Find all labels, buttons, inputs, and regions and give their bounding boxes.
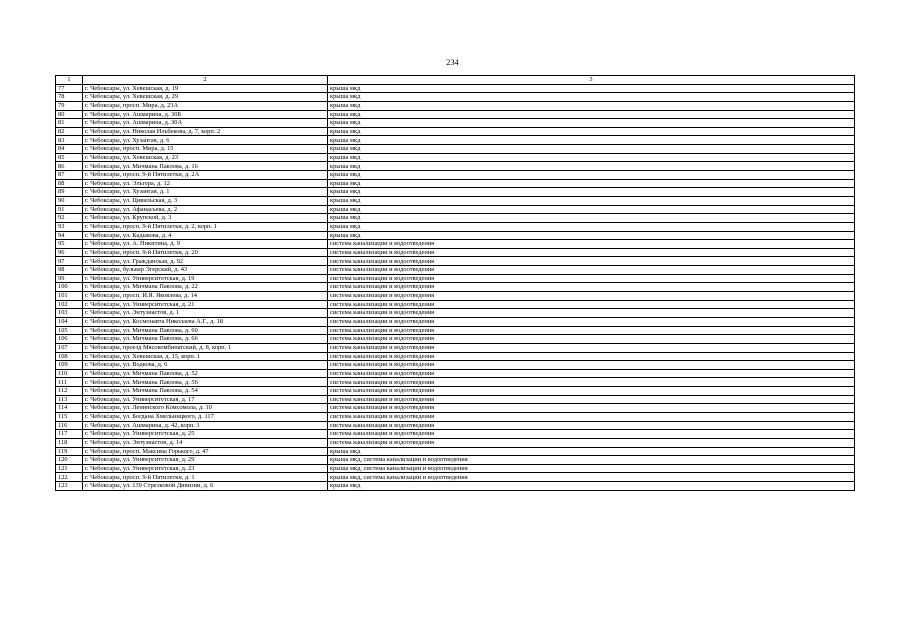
row-number: 114 xyxy=(56,404,83,413)
row-address: г. Чебоксары, ул. Кадыкова, д. 4 xyxy=(83,231,328,240)
table-row xyxy=(56,387,855,396)
row-address: г. Чебоксары, ул. Мичмана Павлова, д. 52 xyxy=(83,369,328,378)
row-number: 115 xyxy=(56,412,83,421)
row-number: 120 xyxy=(56,456,83,465)
row-number: 85 xyxy=(56,153,83,162)
row-object: крыша мкд xyxy=(328,153,855,162)
row-number: 89 xyxy=(56,188,83,197)
header-col-1: 1 xyxy=(56,76,83,85)
row-object: система канализации и водоотведения xyxy=(328,438,855,447)
row-address: г. Чебоксары, ул. Мичмана Павлова, д. 66 xyxy=(83,335,328,344)
row-address: г. Чебоксары, просп. 9-й Пятилетки, д. 2, корп. 1 xyxy=(83,222,328,231)
row-object: крыша мкд xyxy=(328,188,855,197)
row-address: г. Чебоксары, ул. 139 Стрелковой Дивизии, д. 6 xyxy=(83,482,328,491)
row-address: г. Чебоксары, ул. Николая Ильбекова, д. 7, корп. 2 xyxy=(83,127,328,136)
row-number: 101 xyxy=(56,292,83,301)
row-object: крыша мкд xyxy=(328,205,855,214)
row-number: 105 xyxy=(56,326,83,335)
row-object: система канализации и водоотведения xyxy=(328,343,855,352)
objects-table xyxy=(55,75,855,491)
table-row xyxy=(56,222,855,231)
row-object: система канализации и водоотведения xyxy=(328,283,855,292)
row-object: крыша мкд xyxy=(328,214,855,223)
row-object: крыша мкд xyxy=(328,127,855,136)
row-object: система канализации и водоотведения xyxy=(328,421,855,430)
row-object: крыша мкд xyxy=(328,179,855,188)
page-number: 234 xyxy=(446,57,459,67)
row-object: крыша мкд xyxy=(328,93,855,102)
row-address: г. Чебоксары, ул. Ленинского Комсомола, д. 10 xyxy=(83,404,328,413)
table-row xyxy=(56,171,855,180)
table-row xyxy=(56,274,855,283)
table-row xyxy=(56,110,855,119)
row-number: 117 xyxy=(56,430,83,439)
row-number: 82 xyxy=(56,127,83,136)
row-address: г. Чебоксары, просп. Максима Горького, д. 47 xyxy=(83,447,328,456)
row-number: 110 xyxy=(56,369,83,378)
row-object: система канализации и водоотведения xyxy=(328,361,855,370)
row-number: 84 xyxy=(56,145,83,154)
table-row xyxy=(56,309,855,318)
row-address: г. Чебоксары, просп. И.Я. Яковлева, д. 14 xyxy=(83,292,328,301)
row-address: г. Чебоксары, ул. Эльгера, д. 12 xyxy=(83,179,328,188)
row-object: система канализации и водоотведения xyxy=(328,240,855,249)
table-row xyxy=(56,101,855,110)
row-object: крыша мкд xyxy=(328,231,855,240)
row-object: крыша мкд xyxy=(328,171,855,180)
row-address: г. Чебоксары, просп. 9-й Пятилетки, д. 1 xyxy=(83,473,328,482)
row-number: 113 xyxy=(56,395,83,404)
row-number: 96 xyxy=(56,248,83,257)
row-number: 118 xyxy=(56,438,83,447)
table-row xyxy=(56,84,855,93)
row-address: г. Чебоксары, ул. Цивильская, д. 3 xyxy=(83,196,328,205)
row-object: крыша мкд xyxy=(328,119,855,128)
row-number: 123 xyxy=(56,482,83,491)
table-row xyxy=(56,412,855,421)
row-object: система канализации и водоотведения xyxy=(328,335,855,344)
row-object: система канализации и водоотведения xyxy=(328,266,855,275)
row-number: 80 xyxy=(56,110,83,119)
row-object: крыша мкд xyxy=(328,84,855,93)
row-address: г. Чебоксары, ул. Университетская, д. 19 xyxy=(83,274,328,283)
table-row xyxy=(56,421,855,430)
row-number: 109 xyxy=(56,361,83,370)
row-object: система канализации и водоотведения xyxy=(328,326,855,335)
table-row xyxy=(56,343,855,352)
table-row xyxy=(56,248,855,257)
row-address: г. Чебоксары, ул. Мичмана Павлова, д. 56 xyxy=(83,378,328,387)
table-row xyxy=(56,395,855,404)
row-object: система канализации и водоотведения xyxy=(328,248,855,257)
row-number: 94 xyxy=(56,231,83,240)
header-col-3: 3 xyxy=(328,76,855,85)
row-address: г. Чебоксары, просп. 9-й Пятилетки, д. 2А xyxy=(83,171,328,180)
row-address: г. Чебоксары, ул. Энтузиастов, д. 14 xyxy=(83,438,328,447)
table-row xyxy=(56,145,855,154)
row-object: система канализации и водоотведения xyxy=(328,412,855,421)
row-object: крыша мкд xyxy=(328,482,855,491)
row-object: крыша мкд xyxy=(328,162,855,171)
row-address: г. Чебоксары, ул. Хевешская, д. 15, корп. 1 xyxy=(83,352,328,361)
row-address: г. Чебоксары, просп. Мира, д. 23А xyxy=(83,101,328,110)
row-address: г. Чебоксары, ул. А. Никитина, д. 9 xyxy=(83,240,328,249)
row-address: г. Чебоксары, ул. Гражданская, д. 92 xyxy=(83,257,328,266)
table-row xyxy=(56,369,855,378)
table-row xyxy=(56,188,855,197)
row-number: 81 xyxy=(56,119,83,128)
row-object: крыша мкд xyxy=(328,447,855,456)
row-number: 78 xyxy=(56,93,83,102)
header-col-2: 2 xyxy=(83,76,328,85)
table-row xyxy=(56,326,855,335)
table-row xyxy=(56,162,855,171)
row-address: г. Чебоксары, ул. Энтузиастов, д. 1 xyxy=(83,309,328,318)
row-object: система канализации и водоотведения xyxy=(328,395,855,404)
row-address: г. Чебоксары, просп. Мира, д. 15 xyxy=(83,145,328,154)
row-number: 107 xyxy=(56,343,83,352)
row-number: 83 xyxy=(56,136,83,145)
table-row xyxy=(56,473,855,482)
row-address: г. Чебоксары, ул. Водкова, д. 6 xyxy=(83,361,328,370)
row-object: крыша мкд, система канализации и водоотведения xyxy=(328,473,855,482)
row-address: г. Чебоксары, ул. Мичмана Павлова, д. 22 xyxy=(83,283,328,292)
row-object: система канализации и водоотведения xyxy=(328,352,855,361)
row-object: крыша мкд, система канализации и водоотведения xyxy=(328,464,855,473)
row-number: 97 xyxy=(56,257,83,266)
row-address: г. Чебоксары, ул. Хузангая, д. 1 xyxy=(83,188,328,197)
row-object: крыша мкд, система канализации и водоотведения xyxy=(328,456,855,465)
row-object: крыша мкд xyxy=(328,222,855,231)
table-row xyxy=(56,214,855,223)
row-address: г. Чебоксары, ул. Хевешская, д. 23 xyxy=(83,153,328,162)
row-object: система канализации и водоотведения xyxy=(328,300,855,309)
row-address: г. Чебоксары, просп. 9-й Пятилетки, д. 20 xyxy=(83,248,328,257)
row-object: крыша мкд xyxy=(328,101,855,110)
row-object: система канализации и водоотведения xyxy=(328,369,855,378)
table-body xyxy=(56,84,855,490)
row-number: 88 xyxy=(56,179,83,188)
row-number: 100 xyxy=(56,283,83,292)
row-address: г. Чебоксары, ул. Ашмарина, д. 30А xyxy=(83,119,328,128)
table-row xyxy=(56,447,855,456)
row-address: г. Чебоксары, ул. Мичмана Павлова, д. 60 xyxy=(83,326,328,335)
row-number: 108 xyxy=(56,352,83,361)
row-address: г. Чебоксары, ул. Хузангая, д. 6 xyxy=(83,136,328,145)
row-number: 103 xyxy=(56,309,83,318)
row-number: 86 xyxy=(56,162,83,171)
table-row xyxy=(56,136,855,145)
table-row xyxy=(56,196,855,205)
row-number: 95 xyxy=(56,240,83,249)
row-address: г. Чебоксары, проезд Мясокомбинатский, д. 8, корп. 1 xyxy=(83,343,328,352)
row-object: система канализации и водоотведения xyxy=(328,430,855,439)
row-object: система канализации и водоотведения xyxy=(328,257,855,266)
table-row xyxy=(56,300,855,309)
table-row xyxy=(56,153,855,162)
table-row xyxy=(56,231,855,240)
row-address: г. Чебоксары, ул. Ашмарина, д. 42, корп. 1 xyxy=(83,421,328,430)
table-row xyxy=(56,438,855,447)
row-object: система канализации и водоотведения xyxy=(328,309,855,318)
row-number: 106 xyxy=(56,335,83,344)
row-object: система канализации и водоотведения xyxy=(328,317,855,326)
row-address: г. Чебоксары, ул. Афанасьева, д. 2 xyxy=(83,205,328,214)
table-row xyxy=(56,317,855,326)
row-address: г. Чебоксары, ул. Мичмана Павлова, д. 54 xyxy=(83,387,328,396)
row-number: 119 xyxy=(56,447,83,456)
row-address: г. Чебоксары, ул. Университетская, д. 29 xyxy=(83,456,328,465)
row-address: г. Чебоксары, ул. Университетская, д. 25 xyxy=(83,430,328,439)
table-row xyxy=(56,240,855,249)
row-address: г. Чебоксары, ул. Мичмана Павлова, д. 16 xyxy=(83,162,328,171)
row-address: г. Чебоксары, ул. Университетская, д. 17 xyxy=(83,395,328,404)
table-row xyxy=(56,127,855,136)
table-row xyxy=(56,205,855,214)
table-row xyxy=(56,456,855,465)
row-number: 91 xyxy=(56,205,83,214)
row-number: 111 xyxy=(56,378,83,387)
row-number: 104 xyxy=(56,317,83,326)
row-address: г. Чебоксары, ул. Хевешская, д. 29 xyxy=(83,93,328,102)
row-object: крыша мкд xyxy=(328,136,855,145)
row-address: г. Чебоксары, ул. Университетская, д. 23 xyxy=(83,464,328,473)
row-object: система канализации и водоотведения xyxy=(328,378,855,387)
table-row xyxy=(56,361,855,370)
row-address: г. Чебоксары, ул. Богдана Хмельницкого, д. 117 xyxy=(83,412,328,421)
row-object: крыша мкд xyxy=(328,110,855,119)
row-number: 87 xyxy=(56,171,83,180)
row-object: система канализации и водоотведения xyxy=(328,387,855,396)
row-number: 79 xyxy=(56,101,83,110)
row-number: 121 xyxy=(56,464,83,473)
row-object: система канализации и водоотведения xyxy=(328,404,855,413)
row-number: 98 xyxy=(56,266,83,275)
row-object: крыша мкд xyxy=(328,145,855,154)
row-number: 77 xyxy=(56,84,83,93)
table-row xyxy=(56,352,855,361)
table-row xyxy=(56,266,855,275)
row-number: 99 xyxy=(56,274,83,283)
row-number: 92 xyxy=(56,214,83,223)
table-row xyxy=(56,179,855,188)
table-row xyxy=(56,464,855,473)
table-header-row xyxy=(56,76,855,85)
row-number: 102 xyxy=(56,300,83,309)
row-address: г. Чебоксары, ул. Крупской, д. 3 xyxy=(83,214,328,223)
row-address: г. Чебоксары, бульвар Эгерский, д. 43 xyxy=(83,266,328,275)
table-row xyxy=(56,283,855,292)
row-number: 90 xyxy=(56,196,83,205)
table-row xyxy=(56,378,855,387)
table-row xyxy=(56,93,855,102)
row-number: 93 xyxy=(56,222,83,231)
table-row xyxy=(56,430,855,439)
table-row xyxy=(56,119,855,128)
row-number: 122 xyxy=(56,473,83,482)
row-object: крыша мкд xyxy=(328,196,855,205)
row-address: г. Чебоксары, ул. Ашмарина, д. 30Б xyxy=(83,110,328,119)
row-number: 116 xyxy=(56,421,83,430)
table-row xyxy=(56,292,855,301)
row-address: г. Чебоксары, ул. Университетская, д. 21 xyxy=(83,300,328,309)
table-row xyxy=(56,404,855,413)
row-object: система канализации и водоотведения xyxy=(328,292,855,301)
table-row xyxy=(56,257,855,266)
row-address: г. Чебоксары, ул. Космонавта Николаева А.Г., д. 18 xyxy=(83,317,328,326)
table-row xyxy=(56,335,855,344)
row-object: система канализации и водоотведения xyxy=(328,274,855,283)
table-row xyxy=(56,482,855,491)
row-number: 112 xyxy=(56,387,83,396)
row-address: г. Чебоксары, ул. Хевешская, д. 19 xyxy=(83,84,328,93)
